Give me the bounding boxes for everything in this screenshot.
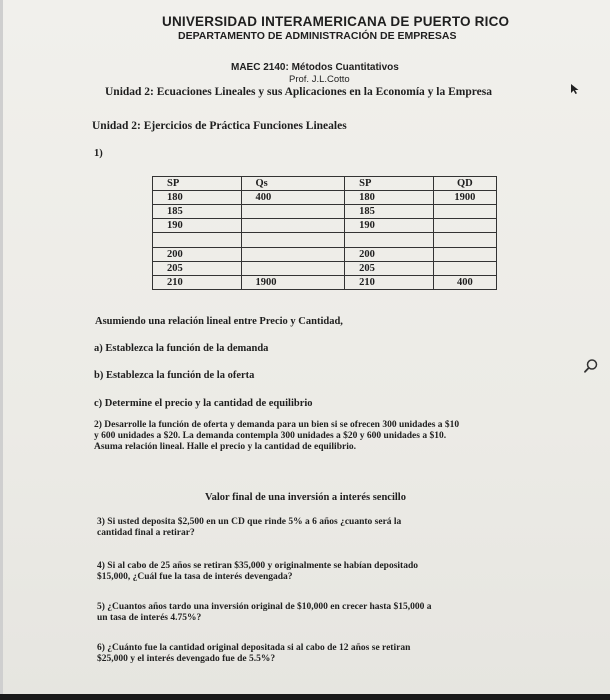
cell: 400 xyxy=(433,276,496,290)
table-row xyxy=(153,248,497,262)
left-edge-shadow xyxy=(0,0,3,700)
cell: 180 xyxy=(153,191,242,205)
part-c: c) Determine el precio y la cantidad de equilibrio xyxy=(94,398,313,409)
problem-5-line-2: un tasa de interés 4.75%? xyxy=(97,613,202,623)
cell: 185 xyxy=(345,205,434,219)
header-sp-demand: SP xyxy=(345,177,434,191)
problem-6-line-1: 6) ¿Cuánto fue la cantidad original depositada si al cabo de 12 años se retiran xyxy=(97,643,411,653)
table-header-row xyxy=(153,177,497,191)
cell: 205 xyxy=(345,262,434,276)
cell xyxy=(153,233,242,248)
bottom-edge-bar xyxy=(0,694,610,700)
problem-5 xyxy=(97,602,557,624)
cell xyxy=(241,233,345,248)
problem-4 xyxy=(97,561,557,583)
problem-4-line-2: $15,000, ¿Cuál fue la tasa de interés devengada? xyxy=(97,572,293,582)
cell: 190 xyxy=(345,219,434,233)
cell: 210 xyxy=(345,276,434,290)
table-row-empty xyxy=(153,233,497,248)
cell: 190 xyxy=(153,219,242,233)
header-sp-supply: SP xyxy=(153,177,242,191)
university-title: UNIVERSIDAD INTERAMERICANA DE PUERTO RICO xyxy=(162,14,510,29)
cell xyxy=(433,233,496,248)
table-row xyxy=(153,219,497,233)
problem-5-line-1: 5) ¿Cuantos años tardo una inversión original de $10,000 en crecer hasta $15,000 a xyxy=(97,602,432,612)
cell xyxy=(433,262,496,276)
table-row xyxy=(153,276,497,290)
problem-2 xyxy=(94,420,564,453)
cell: 200 xyxy=(345,248,434,262)
cell xyxy=(433,219,496,233)
cell xyxy=(241,219,345,233)
course-title: MAEC 2140: Métodos Cuantitativos xyxy=(231,62,399,73)
problem-4-line-1: 4) Si al cabo de 25 años se retiran $35,000 y originalmente se habían depositado xyxy=(97,561,418,571)
problem-6 xyxy=(97,643,557,665)
cell: 185 xyxy=(153,205,242,219)
problem-3-line-2: cantidad final a retirar? xyxy=(97,528,195,538)
table-row xyxy=(153,205,497,219)
problem-2-line-1: 2) Desarrolle la función de oferta y demanda para un bien si se ofrecen 300 unidades a $10 xyxy=(94,420,460,430)
problem-1-label: 1) xyxy=(94,148,103,159)
part-a: a) Establezca la función de la demanda xyxy=(94,343,269,354)
problem-6-line-2: $25,000 y el interés devengado fue de 5.5%? xyxy=(97,654,276,664)
cell xyxy=(241,205,345,219)
problem-3-line-1: 3) Si usted deposita $2,500 en un CD que rinde 5% a 6 años ¿cuanto será la xyxy=(97,517,402,527)
cell xyxy=(433,248,496,262)
intro-text: Asumiendo una relación lineal entre Precio y Cantidad, xyxy=(95,316,343,327)
header-qs: Qs xyxy=(241,177,345,191)
cell: 200 xyxy=(153,248,242,262)
zoom-magnifier-icon[interactable] xyxy=(583,358,599,374)
professor-name: Prof. J.L.Cotto xyxy=(289,74,350,85)
cell xyxy=(345,233,434,248)
section-title: Unidad 2: Ejercicios de Práctica Funciones Lineales xyxy=(92,120,347,132)
mouse-cursor-icon xyxy=(570,83,580,95)
cell: 205 xyxy=(153,262,242,276)
table-row xyxy=(153,191,497,205)
problem-3 xyxy=(97,517,557,539)
cell xyxy=(241,248,345,262)
cell: 180 xyxy=(345,191,434,205)
table-row xyxy=(153,262,497,276)
problem-2-line-3: Asuma relación lineal. Halle el precio y la cantidad de equilibrio. xyxy=(94,442,356,452)
cell: 1900 xyxy=(241,276,345,290)
header-qd: QD xyxy=(433,177,496,191)
cell xyxy=(433,205,496,219)
unit-title: Unidad 2: Ecuaciones Lineales y sus Aplicaciones en la Economía y la Empresa xyxy=(105,86,492,98)
interest-section-title: Valor final de una inversión a interés sencillo xyxy=(205,492,406,503)
cell: 210 xyxy=(153,276,242,290)
price-quantity-table xyxy=(152,176,497,290)
part-b: b) Establezca la función de la oferta xyxy=(94,370,255,381)
cell: 400 xyxy=(241,191,345,205)
department-title: DEPARTAMENTO DE ADMINISTRACIÓN DE EMPRESAS xyxy=(178,30,457,42)
problem-2-line-2: y 600 unidades a $20. La demanda contempla 300 unidades a $20 y 600 unidades a $10. xyxy=(94,431,447,441)
cell xyxy=(241,262,345,276)
cell: 1900 xyxy=(433,191,496,205)
